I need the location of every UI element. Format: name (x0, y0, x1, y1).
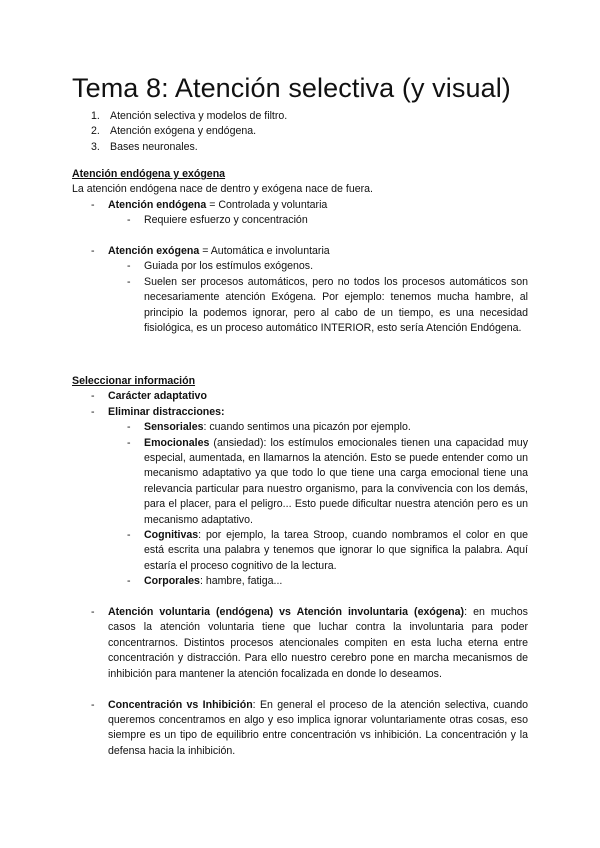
list-item-endogena (72, 198, 528, 213)
section-seleccionar-informacion (72, 374, 528, 759)
sub-item-sensoriales (72, 420, 528, 435)
toc-text: Atención selectiva y modelos de filtro. (110, 110, 288, 122)
term-label: Corporales (144, 575, 200, 588)
sub-item (72, 275, 528, 337)
term-definition: = Controlada y voluntaria (206, 198, 328, 211)
term-label: Atención exógena (108, 245, 200, 258)
sub-item (72, 259, 528, 274)
sub-item-text: Suelen ser procesos automáticos, pero no todos los procesos automáticos son necesariamente atención Exógena. Por ejemplo: tenemos mucha hambre, al principio la podemos ignorar, pero al cabo de un tiempo, es una necesidad fisiológica, es un proceso automático INTERIOR, esto sería Atención Endógena. (144, 275, 528, 335)
section-endogena-exogena (72, 167, 528, 336)
bullet-dash: - (91, 390, 95, 403)
term-definition: : por ejemplo, la tarea Stroop, cuando nombramos el color en que está escrita una palabra y tenemos que ignorar lo que significa la palabra. Aquí estaría el proceso cognitivo de la lectura. (144, 529, 528, 572)
toc-number: 3. (91, 140, 100, 153)
term-definition: : en muchos casos la atención voluntaria tiene que luchar contra la involuntaria para poder concentrarnos. Distintos procesos atencionales compiten en esta lucha eterna entre concentración y distracción. Para ello nuestro cerebro pone en marcha mecanismos de inhibición para mantener la atención focalizada en donde lo deseamos. (108, 606, 528, 680)
bullet-dash: - (91, 698, 95, 711)
section-intro: La atención endógena nace de dentro y exógena nace de fuera. (72, 183, 373, 196)
list-item-eliminar (72, 405, 528, 420)
term-definition: : En general el proceso de la atención selectiva, cuando queremos concentramos en algo y eso implica ignorar voluntariamente otras cosas, eso siempre es un tipo de equilibrio entre concentración vs inhibición. La concentración y la defensa hacia la inhibición. (108, 698, 528, 757)
bullet-dash: - (127, 421, 131, 434)
sub-item-cognitivas (72, 528, 528, 574)
term-label: Sensoriales (144, 421, 204, 434)
term-definition: (ansiedad): los estímulos emocionales tienen una capacidad muy especial, aumentada, en llamarnos la atención. Esto se puede entender como un mecanismo adaptativo ya que todo lo que tiene una carga emocional tiene una relevancia particular para nuestro organismo, para la convivencia con los demás, para el placer, para el peligro... Esto puede dificultar nuestra atención pero es un mecanismo adaptativo. (144, 436, 528, 526)
bullet-dash: - (127, 260, 131, 273)
term-label: Eliminar distracciones: (108, 405, 225, 418)
bullet-dash: - (91, 198, 95, 211)
bullet-dash: - (91, 405, 95, 418)
list-item-voluntaria (72, 605, 528, 682)
sub-item-emocionales (72, 436, 528, 528)
term-label: Atención voluntaria (endógena) vs Atención involuntaria (exógena) (108, 606, 465, 619)
toc-number: 1. (91, 110, 100, 122)
bullet-dash: - (127, 436, 131, 449)
toc-text: Bases neuronales. (110, 140, 198, 153)
bullet-dash: - (91, 606, 95, 619)
page-title: Tema 8: Atención selectiva (y visual) (72, 73, 511, 103)
sub-item-text: Requiere esfuerzo y concentración (144, 214, 308, 227)
bullet-dash: - (127, 214, 131, 227)
toc-item (91, 109, 287, 124)
sub-item (72, 213, 528, 228)
section-heading: Seleccionar información (72, 375, 196, 387)
sub-item-text: Guiada por los estímulos exógenos. (144, 260, 314, 273)
term-label: Emocionales (144, 436, 210, 449)
list-item-caracter (72, 389, 528, 404)
term-definition: : hambre, fatiga... (199, 575, 283, 588)
list-item-exogena (72, 244, 528, 259)
term-label: Concentración vs Inhibición (108, 698, 253, 711)
list-item-concentracion (72, 698, 528, 760)
toc-number: 2. (91, 125, 100, 138)
toc-item (91, 124, 287, 139)
term-definition: : cuando sentimos una picazón por ejemplo. (203, 421, 411, 434)
table-of-contents (91, 109, 287, 155)
section-heading: Atención endógena y exógena (72, 168, 226, 180)
toc-text: Atención exógena y endógena. (110, 125, 257, 138)
bullet-dash: - (127, 275, 131, 288)
term-label: Atención endógena (108, 198, 207, 211)
bullet-dash: - (127, 575, 131, 588)
bullet-dash: - (91, 245, 95, 258)
term-definition: = Automática e involuntaria (199, 245, 330, 258)
toc-item (91, 140, 287, 155)
sub-item-corporales (72, 574, 528, 589)
bullet-dash: - (127, 529, 131, 542)
term-label: Cognitivas (144, 529, 199, 542)
term-label: Carácter adaptativo (108, 390, 207, 403)
